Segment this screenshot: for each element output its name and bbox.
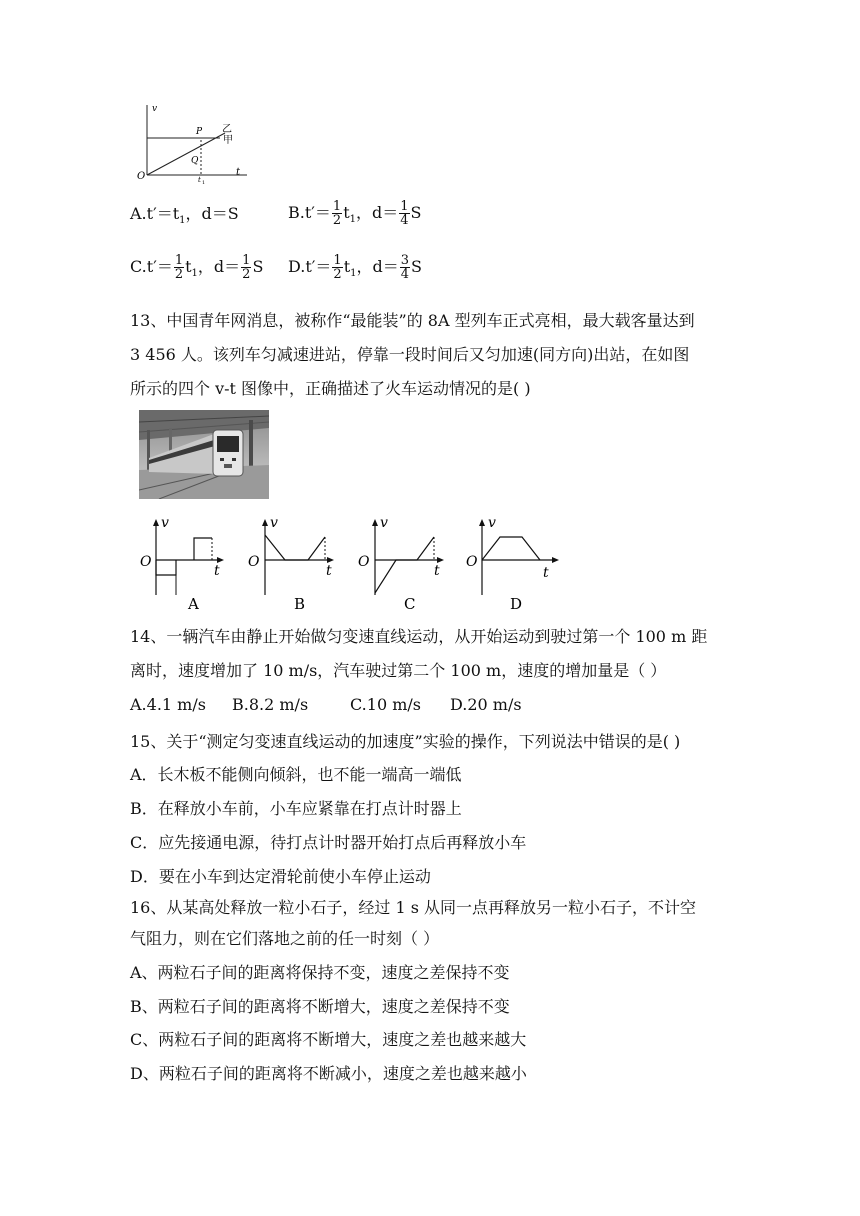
jia-label: 甲 xyxy=(223,135,233,146)
t1-subscript: 1 xyxy=(202,180,206,185)
fraction: $\frac{1}{2}$ xyxy=(332,199,342,228)
fraction: $\frac{1}{2}$ xyxy=(174,253,184,282)
fraction: $\frac{3}{4}$ xyxy=(400,253,410,282)
t-axis-label: t xyxy=(236,167,241,178)
q15-option-d: D．要在小车到达定滑轮前使小车停止运动 xyxy=(130,867,431,886)
graph-d-v-label: v xyxy=(488,515,496,531)
graph-d xyxy=(466,515,559,613)
q12-option-d: D.t′＝ $\frac{1}{2}$ $t_1$，d＝ $\frac{3}{4}$ S xyxy=(288,253,423,282)
q15-option-a: A．长木板不能侧向倾斜，也不能一端高一端低 xyxy=(130,765,462,784)
q13-graphs xyxy=(130,515,570,615)
graph-b-v-label: v xyxy=(270,515,278,531)
q16-option-d: D、两粒石子间的距离将不断减小，速度之差也越来越小 xyxy=(130,1064,527,1083)
fraction: $\frac{1}{2}$ xyxy=(333,253,342,282)
graph-b xyxy=(248,515,334,613)
q14-option-c: C.10 m/s xyxy=(350,695,421,714)
t1-label: t xyxy=(198,176,201,184)
fraction: $\frac{1}{2}$ xyxy=(242,253,251,282)
q13-line-2: 3 456 人。该列车匀减速进站，停靠一段时间后又匀加速(同方向)出站，在如图 xyxy=(130,345,690,364)
graph-a-line xyxy=(156,560,176,575)
graph-c-t-label: t xyxy=(434,563,440,579)
graph-c-v-label: v xyxy=(380,515,388,531)
q12-vt-graph xyxy=(125,100,255,185)
graph-c-line xyxy=(375,537,434,593)
q14-line-1: 14、一辆汽车由静止开始做匀变速直线运动，从开始运动到驶过第一个 100 m 距 xyxy=(130,627,708,646)
point-q-label: Q xyxy=(191,156,199,166)
line-jia xyxy=(147,133,225,175)
graph-b-t-label: t xyxy=(326,563,332,579)
q14-line-2: 离时，速度增加了 10 m/s，汽车驶过第二个 100 m，速度的增加量是（ ） xyxy=(130,661,667,680)
graph-d-t-label: t xyxy=(543,565,549,581)
graph-a-v-label: v xyxy=(161,515,169,531)
q16-option-b: B、两粒石子间的距离将不断增大，速度之差保持不变 xyxy=(130,997,510,1016)
graph-b-line xyxy=(265,535,325,560)
graph-b-o-label: O xyxy=(248,554,260,570)
q14-option-b: B.8.2 m/s xyxy=(232,695,309,714)
q15-stem: 15、关于“测定匀变速直线运动的加速度”实验的操作，下列说法中错误的是( ) xyxy=(130,732,681,751)
point-p-label: P xyxy=(196,127,203,137)
graph-c xyxy=(358,515,444,613)
graph-d-label: D xyxy=(510,595,523,613)
graph-a-o-label: O xyxy=(140,554,152,570)
q12-option-b: B.t′＝ $\frac{1}{2}$ $t_1$，d＝ $\frac{1}{4}$ S xyxy=(288,199,422,228)
graph-d-o-label: O xyxy=(466,554,478,570)
fraction: $\frac{1}{4}$ xyxy=(400,199,409,228)
origin-label: O xyxy=(137,171,146,182)
graph-d-line xyxy=(482,537,540,560)
q16-line-2: 气阻力，则在它们落地之前的任一时刻（ ） xyxy=(130,929,440,948)
q12-option-c: C.t′＝ $\frac{1}{2}$ $t_1$，d＝ $\frac{1}{2}$ S xyxy=(130,253,264,282)
v-axis-label: v xyxy=(152,104,158,114)
graph-a xyxy=(140,515,224,613)
q14-option-a: A.4.1 m/s xyxy=(130,695,206,714)
q16-line-1: 16、从某高处释放一粒小石子，经过 1 s 从同一点再释放另一粒小石子，不计空 xyxy=(130,898,697,917)
q15-option-c: C．应先接通电源，待打点计时器开始打点后再释放小车 xyxy=(130,833,527,852)
q12-option-a: $A.t'=t_1$，d＝S xyxy=(130,204,239,227)
graph-a-t-label: t xyxy=(214,563,220,579)
q13-line-1: 13、中国青年网消息，被称作“最能装”的 8A 型列车正式亮相，最大载客量达到 xyxy=(130,311,695,330)
q13-line-3: 所示的四个 v-t 图像中，正确描述了火车运动情况的是( ) xyxy=(130,379,531,398)
q15-option-b: B．在释放小车前，小车应紧靠在打点计时器上 xyxy=(130,799,462,818)
yi-label: 乙 xyxy=(222,124,232,135)
q16-option-a: A、两粒石子间的距离将保持不变，速度之差保持不变 xyxy=(130,963,510,982)
graph-a-label: A xyxy=(188,595,199,613)
train-photo xyxy=(139,410,269,499)
graph-c-label: C xyxy=(404,595,416,613)
q14-option-d: D.20 m/s xyxy=(450,695,522,714)
graph-b-label: B xyxy=(294,595,306,613)
graph-c-o-label: O xyxy=(358,554,370,570)
q16-option-c: C、两粒石子间的距离将不断增大，速度之差也越来越大 xyxy=(130,1030,527,1049)
